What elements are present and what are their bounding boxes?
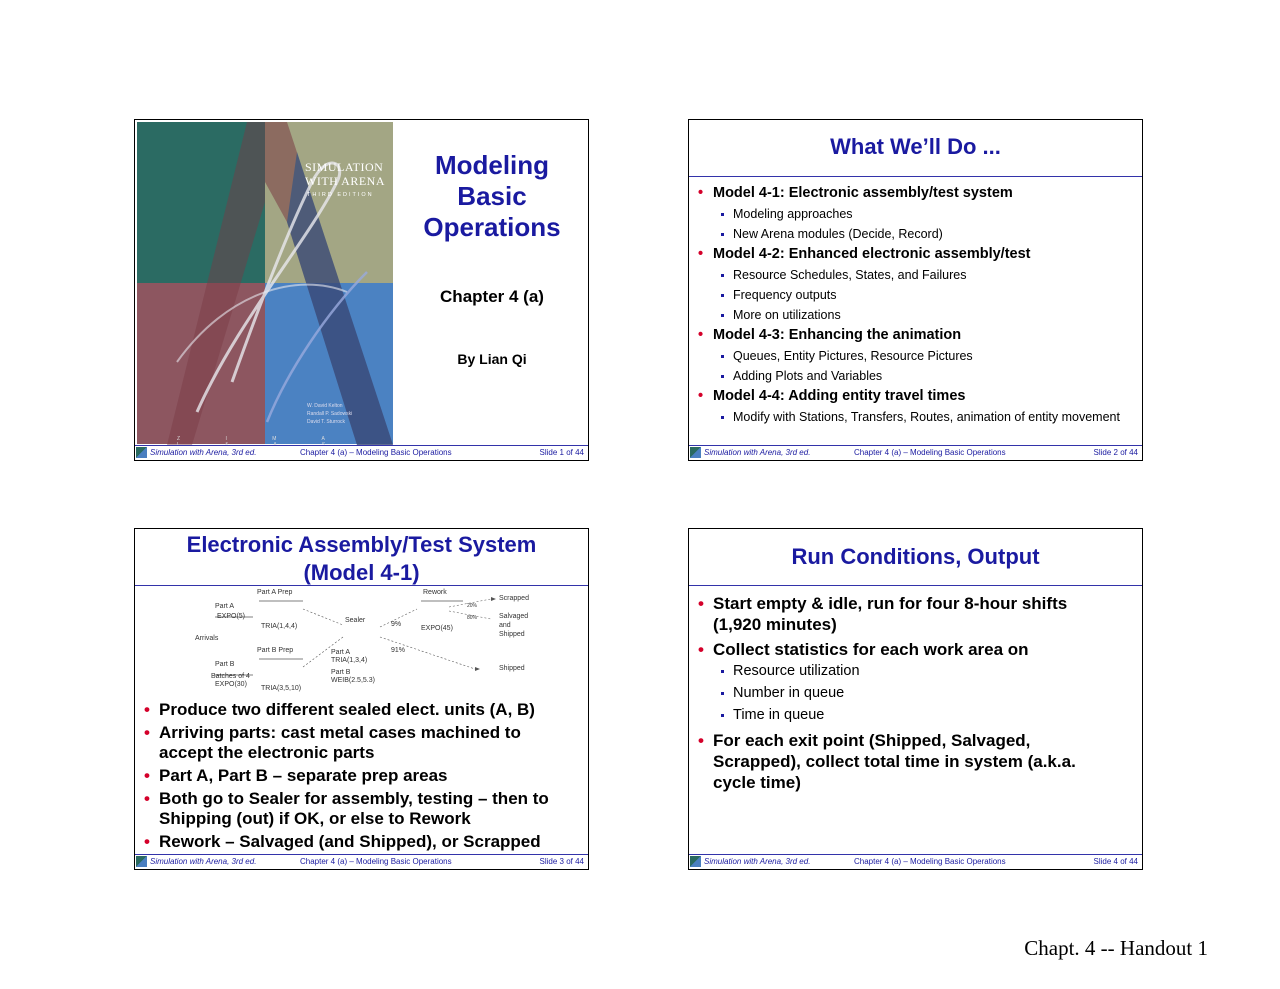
list-item: • Rework – Salvaged (and Shipped), or Scrapped — [135, 832, 588, 852]
slide-1 — [134, 119, 589, 461]
list-item: Modeling approaches — [689, 204, 1142, 224]
slide-title: What We’ll Do ... — [830, 134, 1001, 159]
slide-number: Slide 3 of 44 — [539, 857, 584, 866]
list-item: • Collect statistics for each work area on — [689, 639, 1142, 660]
slide-title: Modeling Basic Operations — [423, 150, 561, 242]
cover-title: SIMULATION WITH ARENA — [305, 160, 385, 188]
slide-title-bar — [689, 120, 1142, 177]
cover-publisher-letters: Z I M A L & A S — [177, 436, 348, 445]
list-item: • Model 4-4: Adding entity travel times — [689, 386, 1142, 407]
slide-number: Slide 4 of 44 — [1093, 857, 1138, 866]
slide-2 — [688, 119, 1143, 461]
slide-title: Electronic Assembly/Test System (Model 4-1) — [186, 532, 537, 585]
cover-edition: THIRD EDITION — [307, 192, 374, 198]
handout-page-footer: Chapt. 4 -- Handout 1 — [1024, 936, 1208, 960]
list-item: • Part A, Part B – separate prep areas — [135, 766, 588, 786]
list-item: • Arriving parts: cast metal cases machined to accept the electronic parts — [135, 723, 588, 763]
process-flow-diagram: Part A Prep Part A EXPO(5) TRIA(1,4,4) Arrivals Part B Prep Part B Batches of 4 EXPO(30) TRIA(3,5,10) Sealer Part A TRIA(1,3,4) Part B WEIB(2.5,5.3) 9% 91% Rework EXPO(45) 20% 80% Scrapped Salvaged and Shipped Shipped — [195, 589, 529, 692]
list-item: Queues, Entity Pictures, Resource Pictures — [689, 346, 1142, 366]
list-item: • Start empty & idle, run for four 8-hour shifts (1,920 minutes) — [689, 593, 1142, 635]
arena-logo-icon — [690, 447, 701, 458]
list-item: Resource utilization — [689, 660, 1142, 682]
list-item: Adding Plots and Variables — [689, 366, 1142, 386]
slide-number: Slide 2 of 44 — [1093, 448, 1138, 457]
bullet-list — [689, 593, 1142, 793]
list-item: More on utilizations — [689, 305, 1142, 325]
slide-footer: Simulation with Arena, 3rd ed. Chapter 4 (a) – Modeling Basic Operations Slide 2 of 44 — [689, 445, 1142, 460]
list-item: Number in queue — [689, 682, 1142, 704]
slide-footer: Simulation with Arena, 3rd ed. Chapter 4 (a) – Modeling Basic Operations Slide 3 of 44 — [135, 854, 588, 869]
list-item: New Arena modules (Decide, Record) — [689, 224, 1142, 244]
list-item: Modify with Stations, Transfers, Routes, animation of entity movement — [689, 407, 1142, 427]
list-item: Frequency outputs — [689, 285, 1142, 305]
slide-3 — [134, 528, 589, 870]
slide-footer: Simulation with Arena, 3rd ed. Chapter 4 (a) – Modeling Basic Operations Slide 1 of 44 — [135, 445, 588, 460]
slide-title: Run Conditions, Output — [791, 544, 1040, 569]
list-item: • For each exit point (Shipped, Salvaged, Scrapped), collect total time in system (a.k.a. cycle time) — [689, 730, 1142, 793]
slide-title-bar — [135, 529, 588, 586]
slide-footer: Simulation with Arena, 3rd ed. Chapter 4 (a) – Modeling Basic Operations Slide 4 of 44 — [689, 854, 1142, 869]
list-item: • Model 4-3: Enhancing the animation — [689, 325, 1142, 346]
list-item: • Model 4-1: Electronic assembly/test system — [689, 183, 1142, 204]
chapter-label: Chapter 4 (a) — [440, 287, 544, 306]
list-item: Time in queue — [689, 704, 1142, 726]
author-byline: By Lian Qi — [457, 351, 527, 367]
list-item: • Produce two different sealed elect. units (A, B) — [135, 700, 588, 720]
list-item: Resource Schedules, States, and Failures — [689, 265, 1142, 285]
cover-authors: W. David Kelton Randall P. Sadowski David T. Sturrock — [307, 403, 353, 425]
bullet-list — [135, 700, 588, 852]
book-cover-image — [137, 122, 393, 445]
bullet-list — [689, 183, 1142, 427]
arena-logo-icon — [690, 856, 701, 867]
slide-4 — [688, 528, 1143, 870]
arena-logo-icon — [136, 856, 147, 867]
slide-title-bar — [689, 529, 1142, 586]
list-item: • Both go to Sealer for assembly, testing – then to Shipping (out) if OK, or else to Rework — [135, 789, 588, 829]
list-item: • Model 4-2: Enhanced electronic assembly/test — [689, 244, 1142, 265]
arena-logo-icon — [136, 447, 147, 458]
slide-number: Slide 1 of 44 — [539, 448, 584, 457]
